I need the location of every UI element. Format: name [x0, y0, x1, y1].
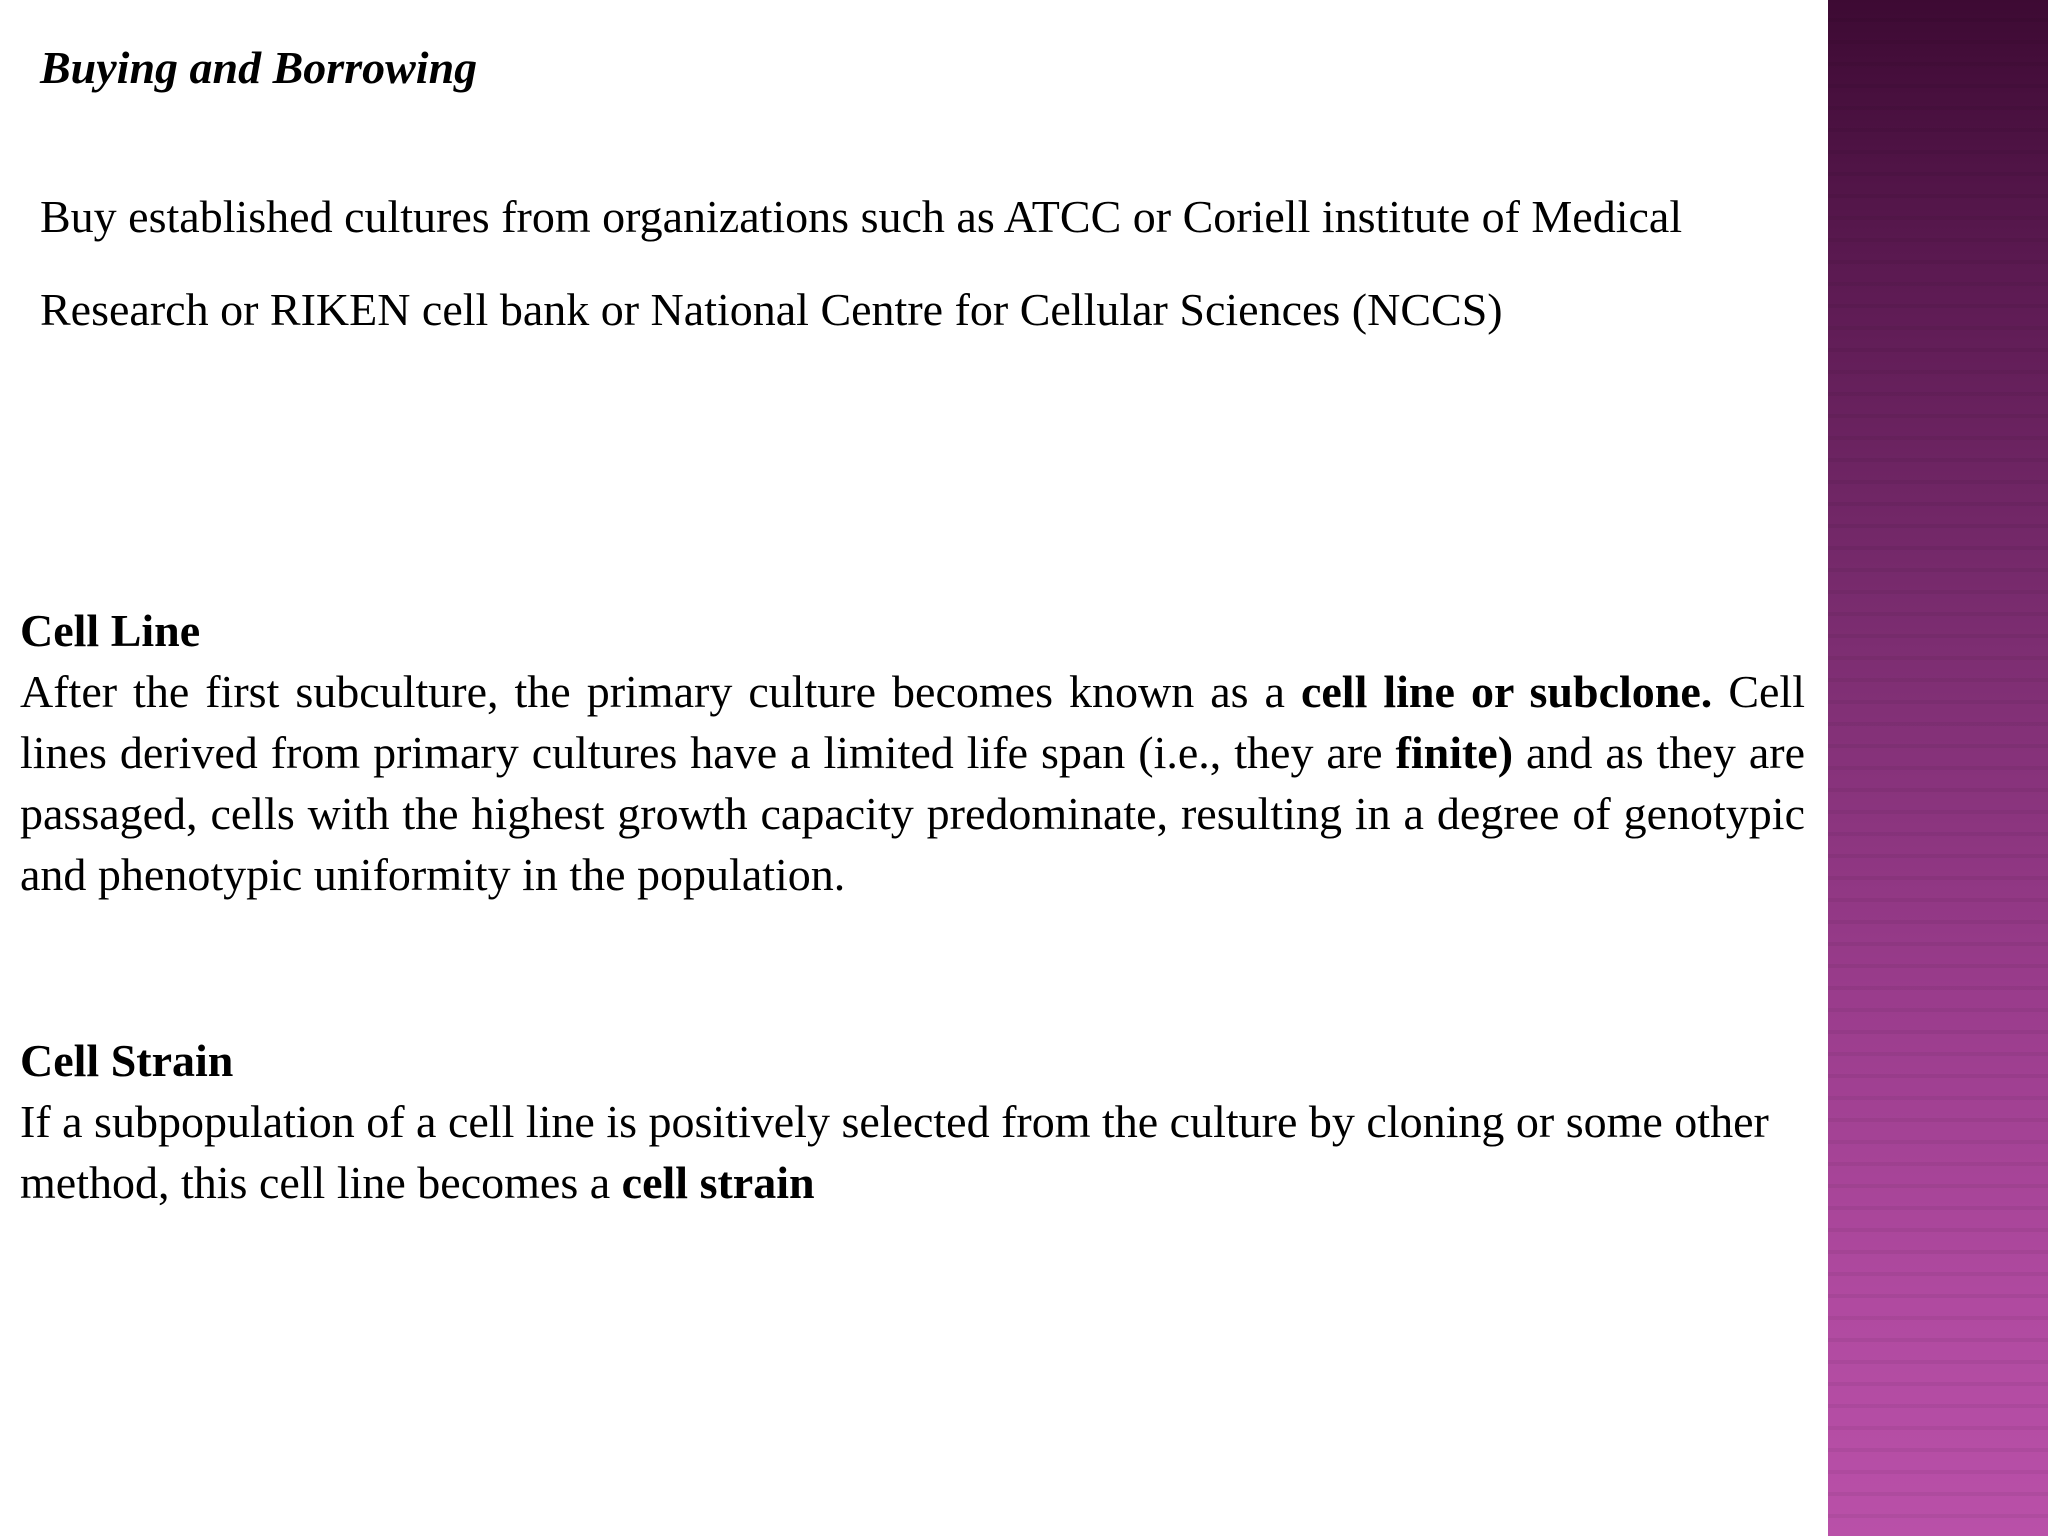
- cell-line-heading: Cell Line: [20, 605, 201, 656]
- cell-strain-paragraph: [20, 1096, 1769, 1208]
- finite-bold-term: finite): [1395, 727, 1514, 778]
- cell-line-section: [20, 600, 1805, 905]
- cell-line-text-3: and as they are passaged, cells with the highest growth capacity predominate, resulting in a degree of genotypic and phenotypic uniformity in the population.: [20, 727, 1805, 900]
- cell-line-text-1: After the first subculture, the primary culture becomes known as a: [20, 666, 1301, 717]
- decorative-side-band: [1828, 0, 2048, 1536]
- section-title-buying-borrowing: Buying and Borrowing: [40, 42, 478, 93]
- buying-borrowing-paragraph: Buy established cultures from organizations such as ATCC or Coriell institute of Medical Research or RIKEN cell bank or National Centre for Cellular Sciences (NCCS): [40, 191, 1683, 335]
- cell-line-paragraph: [20, 661, 1805, 905]
- cell-strain-text-1: If a subpopulation of a cell line is positively selected from the culture by cloning or some other method, this cell line becomes a: [20, 1096, 1769, 1208]
- cell-strain-bold-term: cell strain: [621, 1157, 815, 1208]
- cell-strain-heading: Cell Strain: [20, 1035, 234, 1086]
- cell-strain-section: [20, 1030, 1805, 1213]
- cell-line-text-2: Cell lines derived from primary cultures have a limited life span (i.e., they are: [20, 666, 1805, 778]
- cell-line-bold-term: cell line or subclone.: [1300, 666, 1713, 717]
- side-band-texture: [1828, 0, 2048, 1536]
